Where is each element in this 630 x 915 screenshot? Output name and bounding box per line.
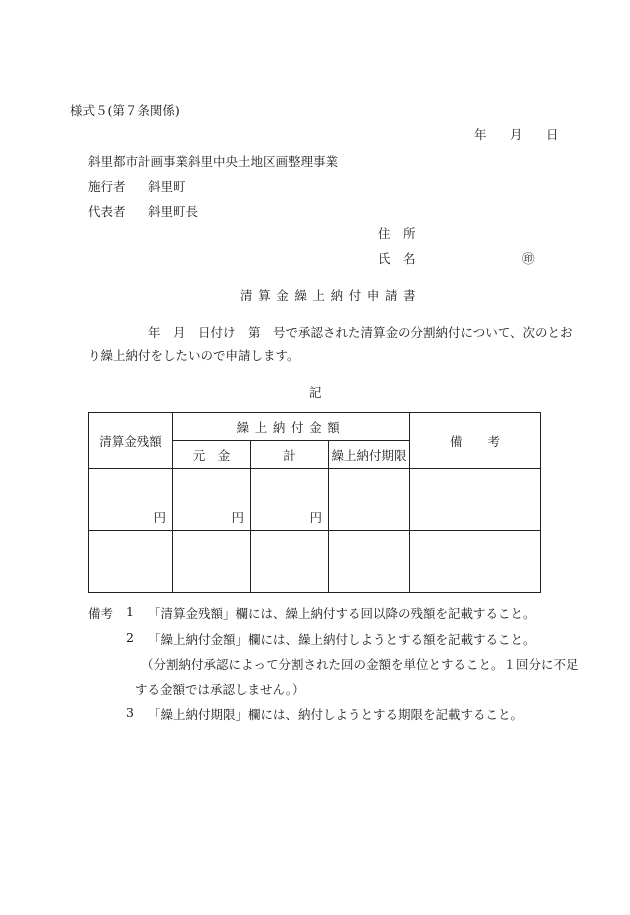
- notes-label: 備考: [88, 606, 114, 621]
- principal-cell-2[interactable]: [173, 531, 251, 593]
- header-principal: 元 金: [173, 441, 251, 469]
- header-total: 計: [251, 441, 329, 469]
- body-line-2: り繰上納付をしたいので申請します。: [88, 348, 300, 363]
- date-month-label: 月: [510, 127, 523, 142]
- header-deadline: 繰上納付期限: [329, 441, 410, 469]
- header-balance: 清算金残額: [89, 413, 173, 469]
- note-3-number: 3: [126, 705, 134, 720]
- yen-unit: 円: [153, 510, 166, 525]
- name-label: 氏 名: [378, 251, 416, 266]
- header-remarks: 備 考: [410, 413, 541, 469]
- remarks-cell-2[interactable]: [410, 531, 541, 593]
- body-line-1: 年 月 日付け 第 号で承認された清算金の分割納付について、次のとお: [148, 325, 573, 340]
- date-day-label: 日: [546, 127, 559, 142]
- balance-cell[interactable]: [89, 469, 173, 531]
- note-1-text: 「清算金残額」欄には、繰上納付する回以降の残額を記載すること。: [148, 606, 536, 621]
- note-2-text: 「繰上納付金額」欄には、繰上納付しようとする額を記載すること。: [148, 632, 536, 647]
- deadline-cell-2[interactable]: [329, 531, 410, 593]
- ki-label: 記: [309, 385, 322, 400]
- deadline-cell[interactable]: [329, 469, 410, 531]
- balance-cell-2[interactable]: [89, 531, 173, 593]
- form-number: 様式５(第７条関係): [70, 103, 180, 118]
- project-name: 斜里都市計画事業斜里中央土地区画整理事業: [88, 154, 339, 169]
- remarks-cell[interactable]: [410, 469, 541, 531]
- representative-value: 斜里町長: [148, 204, 199, 219]
- note-1-number: 1: [126, 604, 134, 619]
- note-2-number: 2: [126, 630, 134, 645]
- address-label: 住 所: [378, 226, 416, 241]
- header-early-payment: 繰上納付金額: [173, 413, 410, 441]
- application-table: [88, 412, 541, 593]
- yen-unit: 円: [231, 510, 244, 525]
- principal-cell[interactable]: [173, 469, 251, 531]
- date-year-label: 年: [474, 127, 487, 142]
- representative-label: 代表者: [88, 204, 126, 219]
- form-title: 清算金繰上納付申請書: [240, 288, 422, 303]
- total-cell-2[interactable]: [251, 531, 329, 593]
- executor-label: 施行者: [88, 179, 126, 194]
- note-3-text: 「繰上納付期限」欄には、納付しようとする期限を記載すること。: [148, 707, 524, 722]
- total-cell[interactable]: [251, 469, 329, 531]
- seal-mark: ㊞: [522, 251, 535, 266]
- yen-unit: 円: [309, 510, 322, 525]
- executor-value: 斜里町: [148, 179, 186, 194]
- note-2-sub-1: （分割納付承認によって分割された回の金額を単位とすること。１回分に不足: [141, 657, 579, 672]
- note-2-sub-2: する金額では承認しません。）: [135, 682, 305, 697]
